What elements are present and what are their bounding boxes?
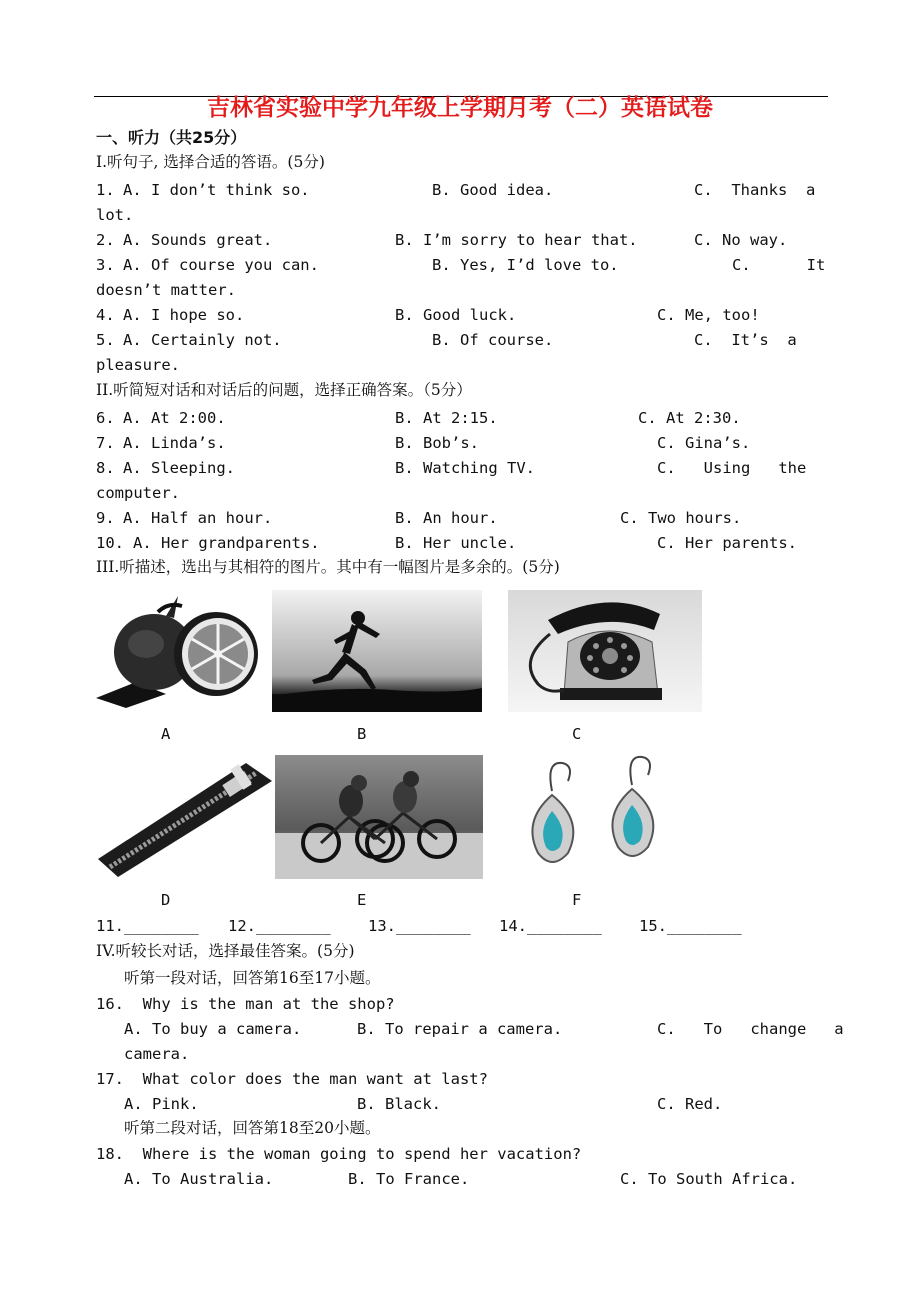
part-ii-heading: II.听简短对话和对话后的问题，选择正确答案。（5分） bbox=[96, 381, 472, 399]
answer-blank-11[interactable]: 11.________ bbox=[96, 917, 199, 935]
option-a: A. Sleeping. bbox=[123, 459, 235, 477]
option-a: A. To buy a camera. bbox=[124, 1020, 302, 1038]
answer-blank-14[interactable]: 14.________ bbox=[499, 917, 602, 935]
question-16: 16. Why is the man at the shop? bbox=[96, 995, 395, 1013]
option-b: B. Her uncle. bbox=[395, 534, 517, 552]
option-b: B. Watching TV. bbox=[395, 459, 535, 477]
question-number: 6. bbox=[96, 409, 115, 427]
option-b: B. I’m sorry to hear that. bbox=[395, 231, 638, 249]
question-number: 1. bbox=[96, 181, 115, 199]
option-c: C. It’s a bbox=[694, 331, 797, 349]
part-i-heading: I.听句子, 选择合适的答语。(5分) bbox=[96, 153, 325, 171]
picture-label-b: B bbox=[357, 725, 367, 743]
option-c: C. Gina’s. bbox=[657, 434, 751, 452]
picture-label-c: C bbox=[572, 725, 582, 743]
picture-label-d: D bbox=[161, 891, 171, 909]
option-a: A. Pink. bbox=[124, 1095, 199, 1113]
option-c: C. Her parents. bbox=[657, 534, 797, 552]
question-number: 9. bbox=[96, 509, 115, 527]
option-b: B. Good idea. bbox=[432, 181, 554, 199]
question-number: 10. bbox=[96, 534, 124, 552]
option-a: A. I don’t think so. bbox=[123, 181, 310, 199]
option-b: B. An hour. bbox=[395, 509, 498, 527]
option-c: C. To South Africa. bbox=[620, 1170, 798, 1188]
option-a: A. Her grandparents. bbox=[133, 534, 320, 552]
picture-e-cyclists-icon bbox=[275, 755, 483, 879]
option-c: C. Red. bbox=[657, 1095, 723, 1113]
picture-f-earrings-icon bbox=[508, 755, 688, 879]
option-a: A. Linda’s. bbox=[123, 434, 226, 452]
question-number: 8. bbox=[96, 459, 115, 477]
option-continuation: camera. bbox=[124, 1045, 190, 1063]
option-c: C. Me, too! bbox=[657, 306, 760, 324]
question-number: 4. bbox=[96, 306, 115, 324]
answer-blank-12[interactable]: 12.________ bbox=[228, 917, 331, 935]
picture-label-f: F bbox=[572, 891, 582, 909]
option-c: C. To change a bbox=[657, 1020, 844, 1038]
question-number: 7. bbox=[96, 434, 115, 452]
option-continuation: computer. bbox=[96, 484, 180, 502]
part-iii-heading: III.听描述，选出与其相符的图片。其中有一幅图片是多余的。(5分) bbox=[96, 558, 560, 576]
option-a: A. To Australia. bbox=[124, 1170, 274, 1188]
dialog-2-instruction: 听第二段对话，回答第18至20小题。 bbox=[124, 1119, 381, 1137]
section-listening-heading: 一、听力（共25分） bbox=[96, 128, 247, 147]
option-continuation: doesn’t matter. bbox=[96, 281, 236, 299]
answer-blank-15[interactable]: 15.________ bbox=[639, 917, 742, 935]
picture-c-telephone-icon bbox=[508, 590, 702, 712]
answer-blank-13[interactable]: 13.________ bbox=[368, 917, 471, 935]
option-b: B. Bob’s. bbox=[395, 434, 479, 452]
option-b: B. To repair a camera. bbox=[357, 1020, 563, 1038]
option-c: C. Two hours. bbox=[620, 509, 742, 527]
part-iv-heading: IV.听较长对话，选择最佳答案。(5分) bbox=[96, 942, 355, 960]
option-b: B. At 2:15. bbox=[395, 409, 498, 427]
option-b: B. To France. bbox=[348, 1170, 470, 1188]
picture-d-zipper-icon bbox=[96, 755, 274, 879]
option-a: A. Sounds great. bbox=[123, 231, 273, 249]
question-17: 17. What color does the man want at last? bbox=[96, 1070, 488, 1088]
picture-a-lemon-icon bbox=[96, 590, 264, 712]
option-a: A. At 2:00. bbox=[123, 409, 226, 427]
option-c: C. It bbox=[732, 256, 826, 274]
option-b: B. Good luck. bbox=[395, 306, 517, 324]
option-c: C. Thanks a bbox=[694, 181, 816, 199]
option-b: B. Of course. bbox=[432, 331, 554, 349]
option-a: A. Of course you can. bbox=[123, 256, 319, 274]
option-continuation: lot. bbox=[96, 206, 134, 224]
option-b: B. Yes, I’d love to. bbox=[432, 256, 619, 274]
picture-label-e: E bbox=[357, 891, 367, 909]
picture-label-a: A bbox=[161, 725, 171, 743]
question-18: 18. Where is the woman going to spend her vacation? bbox=[96, 1145, 582, 1163]
page-title: 吉林省实验中学九年级上学期月考（二）英语试卷 bbox=[207, 95, 713, 121]
question-number: 5. bbox=[96, 331, 115, 349]
dialog-1-instruction: 听第一段对话，回答第16至17小题。 bbox=[124, 969, 381, 987]
option-a: A. Certainly not. bbox=[123, 331, 282, 349]
option-a: A. I hope so. bbox=[123, 306, 245, 324]
question-number: 2. bbox=[96, 231, 115, 249]
option-b: B. Black. bbox=[357, 1095, 441, 1113]
option-c: C. No way. bbox=[694, 231, 788, 249]
question-number: 3. bbox=[96, 256, 115, 274]
picture-b-runner-icon bbox=[272, 590, 482, 712]
option-c: C. At 2:30. bbox=[638, 409, 741, 427]
option-c: C. Using the bbox=[657, 459, 807, 477]
option-continuation: pleasure. bbox=[96, 356, 180, 374]
option-a: A. Half an hour. bbox=[123, 509, 273, 527]
